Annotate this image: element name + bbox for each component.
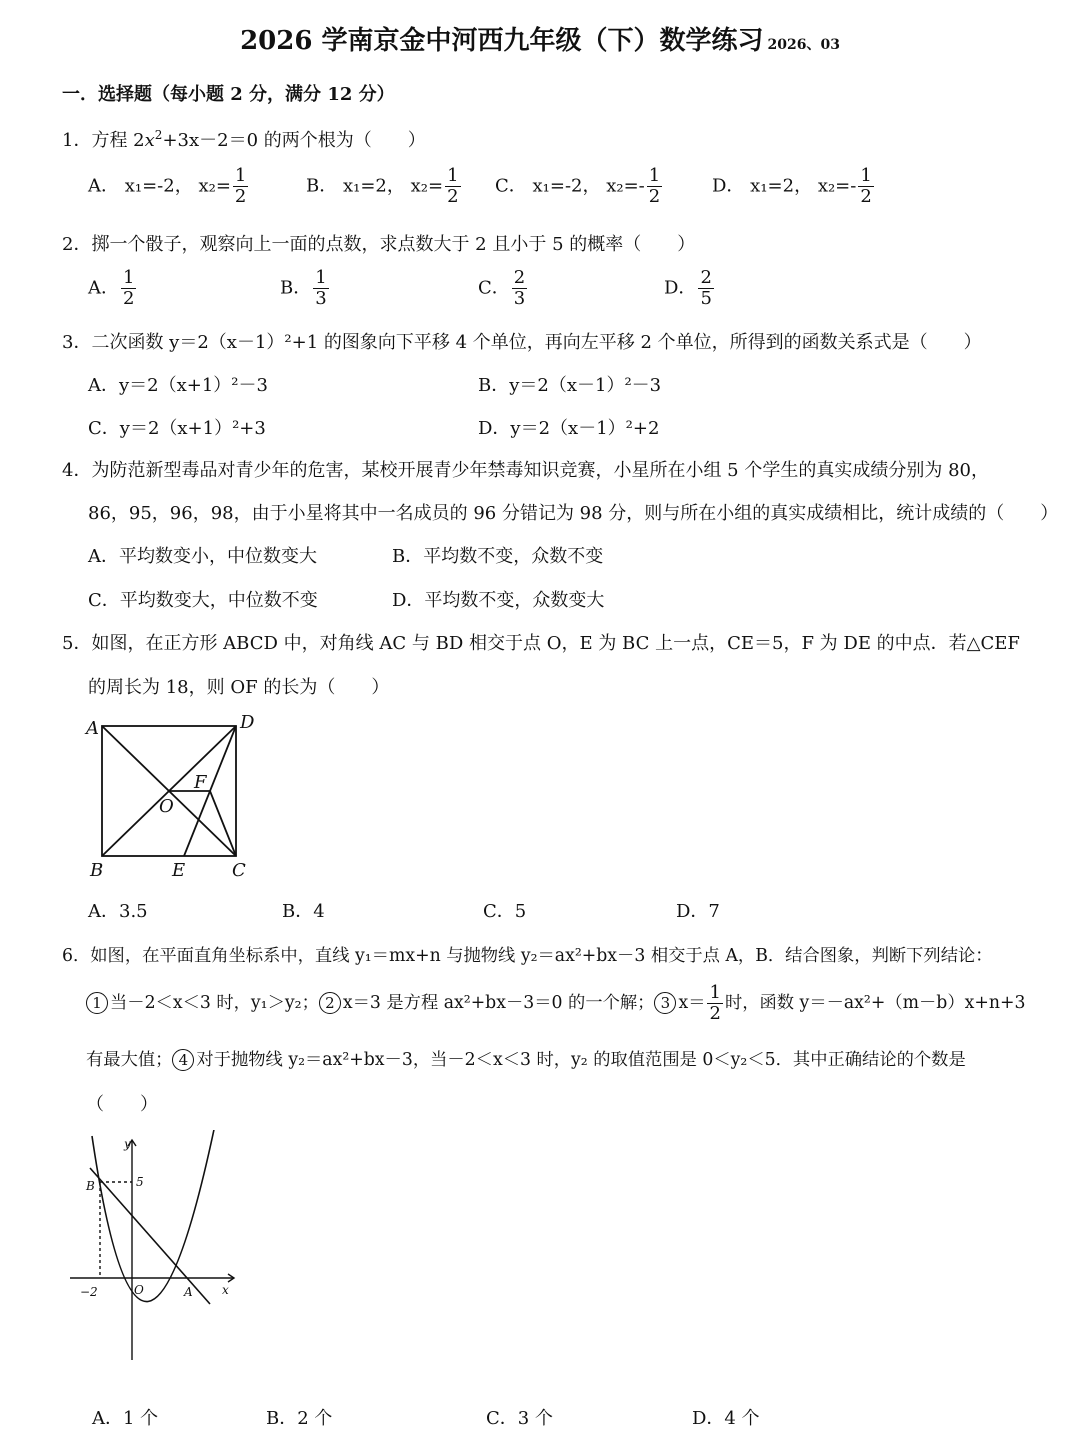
q2-b-frac (313, 268, 328, 309)
q2-a-label: A． (88, 277, 119, 299)
label-a: A (86, 718, 99, 739)
q2-c-num: 2 (513, 267, 526, 288)
q4-line1: 4．为防范新型毒品对青少年的危害，某校开展青少年禁毒知识竞赛，小星所在小组 5 个学生的真实成绩分别为 80， (62, 460, 989, 481)
q1-d-frac (858, 166, 873, 207)
q1-c-frac (647, 166, 662, 207)
label-b: B (90, 860, 104, 881)
q2-b-label: B． (280, 277, 312, 299)
q5-option-d[interactable]: D．7 (676, 901, 720, 922)
graph-label-o: O (134, 1283, 144, 1297)
q5-figure-square (80, 708, 270, 888)
q2-d-den: 5 (700, 288, 712, 309)
q6-conclusion-3b: 时，函数 y＝－ax²+（m－b）x+n+3 (724, 993, 1026, 1013)
graph-label-b: B (86, 1179, 95, 1193)
q4-option-d[interactable]: D．平均数不变，众数变大 (392, 590, 605, 611)
segment-fc (210, 791, 236, 856)
label-c: C (232, 860, 246, 881)
q1-d-x2: x₂=- (817, 175, 857, 197)
q2-d-num: 2 (700, 267, 712, 288)
q3-stem: 3．二次函数 y＝2（x－1）²+1 的图象向下平移 4 个单位，再向左平移 2 个单位，所得到的函数关系式是（ ） (62, 332, 982, 353)
q2-stem: 2．掷一个骰子，观察向上一面的点数，求点数大于 2 且小于 5 的概率（ ） (62, 234, 696, 255)
q6-circle-2: 2 (319, 992, 341, 1014)
q1-stem-var: x (144, 130, 155, 151)
graph-label-five: 5 (136, 1175, 144, 1189)
q1-c-den: 2 (648, 186, 661, 207)
q3-option-c[interactable]: C．y＝2（x+1）²+3 (88, 418, 266, 439)
parabola-y2 (92, 1130, 216, 1302)
q4-line2: 86，95，96，98，由于小星将其中一名成员的 96 分错记为 98 分，则与所在小组的真实成绩相比，统计成绩的（ ） (88, 503, 1059, 524)
q2-option-b[interactable] (280, 268, 331, 309)
q2-d-frac (698, 268, 713, 309)
q6-option-d[interactable]: D．4 个 (692, 1408, 760, 1429)
q2-b-num: 1 (315, 267, 327, 288)
q1-option-a[interactable] (88, 166, 250, 207)
q1-d-label: D． (712, 175, 745, 197)
q4-option-b[interactable]: B．平均数不变，众数不变 (392, 546, 604, 567)
graph-label-a: A (184, 1285, 193, 1299)
q1-a-den: 2 (234, 186, 247, 207)
q1-stem-c: +3x－2＝0 的两个根为（ ） (162, 130, 426, 151)
q2-option-a[interactable] (88, 268, 138, 309)
q1-a-x2: x₂= (198, 175, 231, 197)
q1-b-den: 2 (447, 186, 459, 207)
page-title (0, 20, 1080, 57)
q6-circle-1: 1 (86, 992, 108, 1014)
q6-option-a[interactable]: A．1 个 (92, 1408, 159, 1429)
q1-stem-a: 1．方程 2 (62, 130, 145, 151)
q5-line1: 5．如图，在正方形 ABCD 中，对角线 AC 与 BD 相交于点 O，E 为 BC 上一点，CE＝5，F 为 DE 的中点．若△CEF (62, 633, 1020, 654)
q2-a-num: 1 (123, 267, 135, 288)
q1-option-b[interactable] (306, 166, 463, 207)
q6-circle-3: 3 (654, 992, 676, 1014)
q1-a-x1: x₁=-2， (124, 175, 193, 197)
q6-figure-graph (62, 1130, 252, 1370)
q6-line3-a: 有最大值； (86, 1050, 173, 1070)
q6-line3 (86, 1045, 966, 1071)
q2-option-d[interactable] (664, 268, 716, 309)
q6-conclusion-1: 当－2＜x＜3 时，y₁＞y₂； (110, 993, 319, 1013)
q5-line2: 的周长为 18，则 OF 的长为（ ） (88, 677, 390, 698)
q5-option-b[interactable]: B．4 (282, 901, 325, 922)
label-o: O (159, 796, 174, 817)
q1-c-label: C． (495, 175, 527, 197)
q6-c3-frac (707, 983, 722, 1024)
q1-b-x1: x₁=2， (342, 175, 405, 197)
q6-line1: 6．如图，在平面直角坐标系中，直线 y₁＝mx+n 与抛物线 y₂＝ax²+bx－3 相交于点 A，B．结合图象，判断下列结论： (62, 946, 993, 966)
q4-option-a[interactable]: A．平均数变小，中位数变大 (88, 546, 317, 567)
label-d: D (240, 712, 255, 733)
q6-line2 (86, 983, 1025, 1024)
q1-c-num: 1 (648, 165, 661, 186)
q6-line4: （ ） (86, 1094, 158, 1115)
q2-c-frac (512, 268, 527, 309)
q1-c-x2: x₂=- (606, 175, 645, 197)
label-f: F (194, 772, 207, 793)
q1-option-d[interactable] (712, 166, 876, 207)
q1-b-label: B． (306, 175, 338, 197)
q2-a-frac (121, 268, 136, 309)
q2-option-c[interactable] (478, 268, 529, 309)
q1-b-num: 1 (447, 165, 459, 186)
q2-c-label: C． (478, 277, 510, 299)
q4-option-c[interactable]: C．平均数变大，中位数不变 (88, 590, 318, 611)
q1-a-frac (233, 166, 248, 207)
q1-b-frac (445, 166, 460, 207)
q6-conclusion-4: 对于抛物线 y₂＝ax²+bx－3，当－2＜x＜3 时，y₂ 的取值范围是 0＜y₂＜5．其中正确结论的个数是 (196, 1050, 966, 1070)
q1-a-num: 1 (234, 165, 247, 186)
q1-d-num: 1 (860, 165, 872, 186)
q1-d-den: 2 (860, 186, 872, 207)
graph-label-x: x (222, 1283, 229, 1297)
q6-circle-4: 4 (172, 1049, 194, 1071)
q1-d-x1: x₁=2， (750, 175, 813, 197)
q1-c-x1: x₁=-2， (532, 175, 601, 197)
q1-stem-exp: 2 (154, 128, 163, 142)
q2-d-label: D． (664, 277, 697, 299)
title-text: 2026 学南京金中河西九年级（下）数学练习 (240, 26, 764, 56)
q2-c-den: 3 (513, 288, 526, 309)
graph-label-neg2: −2 (80, 1285, 98, 1299)
section-heading: 一．选择题（每小题 2 分，满分 12 分） (62, 84, 395, 105)
line-y1 (90, 1168, 210, 1304)
q2-a-den: 2 (123, 288, 135, 309)
q2-b-den: 3 (315, 288, 327, 309)
q5-option-a[interactable]: A．3.5 (88, 901, 148, 922)
q5-option-c[interactable]: C．5 (483, 901, 527, 922)
q6-c3-num: 1 (709, 982, 721, 1003)
q3-option-d[interactable]: D．y＝2（x－1）²+2 (478, 418, 660, 439)
title-date: 2026、03 (767, 37, 840, 53)
q1-option-c[interactable] (495, 166, 664, 207)
q1-b-x2: x₂= (410, 175, 444, 197)
graph-label-y: y (124, 1137, 131, 1151)
q6-conclusion-2: x＝3 是方程 ax²+bx－3＝0 的一个解； (342, 993, 655, 1013)
label-e: E (172, 860, 186, 881)
q6-c3-den: 2 (709, 1003, 721, 1024)
q3-option-a[interactable]: A．y＝2（x+1）²－3 (88, 375, 268, 396)
q6-option-b[interactable]: B．2 个 (266, 1408, 333, 1429)
q3-option-b[interactable]: B．y＝2（x－1）²－3 (478, 375, 662, 396)
q1-stem (62, 126, 426, 152)
q6-option-c[interactable]: C．3 个 (486, 1408, 553, 1429)
q1-a-label: A． (88, 175, 119, 197)
q6-conclusion-3a: x＝ (678, 993, 706, 1013)
